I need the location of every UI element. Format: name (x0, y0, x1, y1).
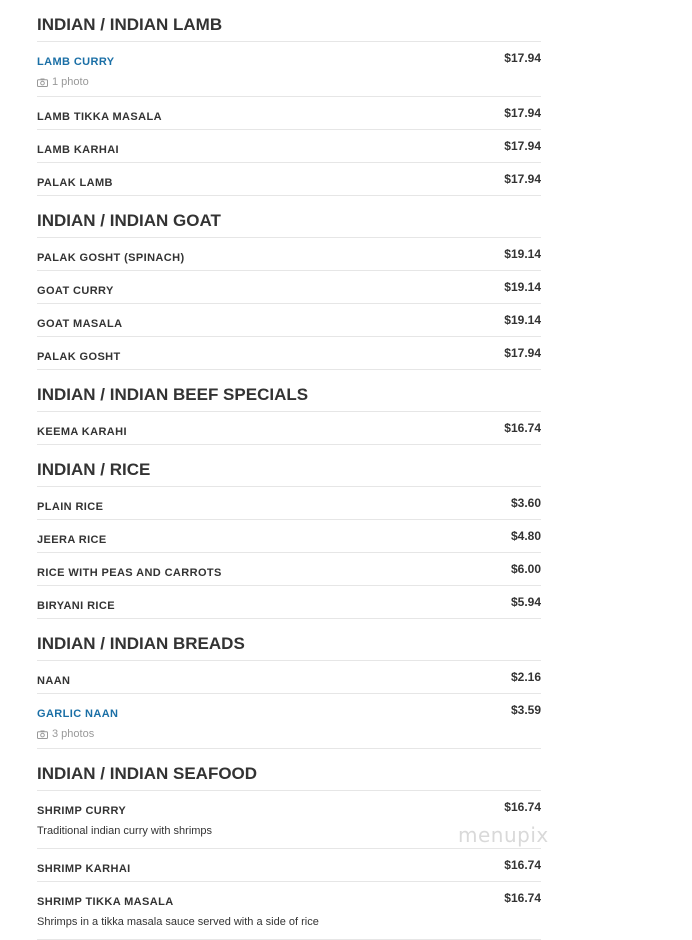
menu-item-name: JEERA RICE (37, 534, 107, 546)
menu-item-price: $3.59 (510, 703, 541, 717)
menu-item (37, 791, 541, 849)
menu-item-price: $5.94 (510, 595, 541, 609)
menu-item-price: $17.94 (504, 346, 541, 360)
menu-item-name: RICE WITH PEAS AND CARROTS (37, 567, 222, 579)
menu-item (37, 487, 541, 520)
menu-item-price: $19.14 (504, 247, 541, 261)
menu-item-name: SHRIMP TIKKA MASALA (37, 896, 174, 908)
section-title: INDIAN / INDIAN GOAT (37, 196, 541, 238)
menu-item-name: GOAT CURRY (37, 285, 114, 297)
menu-item (37, 586, 541, 619)
menu-section (37, 749, 541, 940)
menu-item (37, 271, 541, 304)
menu-item (37, 520, 541, 553)
section-title: INDIAN / RICE (37, 445, 541, 487)
menu-item (37, 412, 541, 445)
photo-count-label: 3 photos (52, 728, 95, 740)
photo-count-label: 1 photo (52, 76, 89, 88)
section-title: INDIAN / INDIAN SEAFOOD (37, 749, 541, 791)
menu-section (37, 445, 541, 619)
menu-item-link[interactable]: LAMB CURRY (37, 56, 115, 68)
menu-item-price: $6.00 (510, 562, 541, 576)
menu-item-name: PALAK GOSHT (37, 351, 121, 363)
menu-item-name: PLAIN RICE (37, 501, 104, 513)
menu-item (37, 238, 541, 271)
menu-item (37, 97, 541, 130)
section-title: INDIAN / INDIAN BREADS (37, 619, 541, 661)
menu-item[interactable] (37, 694, 541, 749)
menu-item-name: KEEMA KARAHI (37, 426, 127, 438)
menu-item-price: $17.94 (504, 106, 541, 120)
menu-item-description: Shrimps in a tikka masala sauce served with a side of rice (37, 916, 319, 928)
menu-item (37, 849, 541, 882)
watermark: menupix (458, 823, 549, 847)
menu-item (37, 163, 541, 196)
menu-item-name: LAMB KARHAI (37, 144, 120, 156)
menu-item (37, 337, 541, 370)
menu-item-link[interactable]: GARLIC NAAN (37, 708, 119, 720)
menu-item-name: GOAT MASALA (37, 318, 123, 330)
menu-section (37, 196, 541, 370)
section-title: INDIAN / INDIAN LAMB (37, 0, 541, 42)
menu-item-price: $16.74 (504, 858, 541, 872)
section-title: INDIAN / INDIAN BEEF SPECIALS (37, 370, 541, 412)
menu-item-price: $17.94 (504, 172, 541, 186)
menu-section (37, 619, 541, 749)
menu-item-price: $4.80 (510, 529, 541, 543)
menu-item-price: $3.60 (510, 496, 541, 510)
menu-item[interactable] (37, 42, 541, 97)
menu-item-name: SHRIMP CURRY (37, 805, 127, 817)
photo-count[interactable] (37, 727, 541, 748)
menu-item-price: $17.94 (504, 51, 541, 65)
menu-item-price: $19.14 (504, 280, 541, 294)
menu-item-name: LAMB TIKKA MASALA (37, 111, 162, 123)
menu-item (37, 130, 541, 163)
menu-section (37, 370, 541, 445)
menu-item-price: $16.74 (504, 421, 541, 435)
menu-item-price: $2.16 (510, 670, 541, 684)
camera-icon (37, 730, 48, 739)
menu-item (37, 882, 541, 940)
menu-item (37, 661, 541, 694)
camera-icon (37, 78, 48, 87)
menu-item-description: Traditional indian curry with shrimps (37, 825, 213, 837)
menu-list (37, 0, 541, 940)
menu-item (37, 304, 541, 337)
photo-count[interactable] (37, 75, 541, 96)
menu-item-price: $16.74 (504, 800, 541, 814)
menu-item-name: PALAK LAMB (37, 177, 113, 189)
menu-item-name: PALAK GOSHT (SPINACH) (37, 252, 185, 264)
menu-item-name: BIRYANI RICE (37, 600, 115, 612)
menu-item (37, 553, 541, 586)
menu-section (37, 0, 541, 196)
menu-item-price: $19.14 (504, 313, 541, 327)
menu-item-price: $16.74 (504, 891, 541, 905)
menu-item-name: SHRIMP KARHAI (37, 863, 131, 875)
menu-item-name: NAAN (37, 675, 71, 687)
menu-item-price: $17.94 (504, 139, 541, 153)
